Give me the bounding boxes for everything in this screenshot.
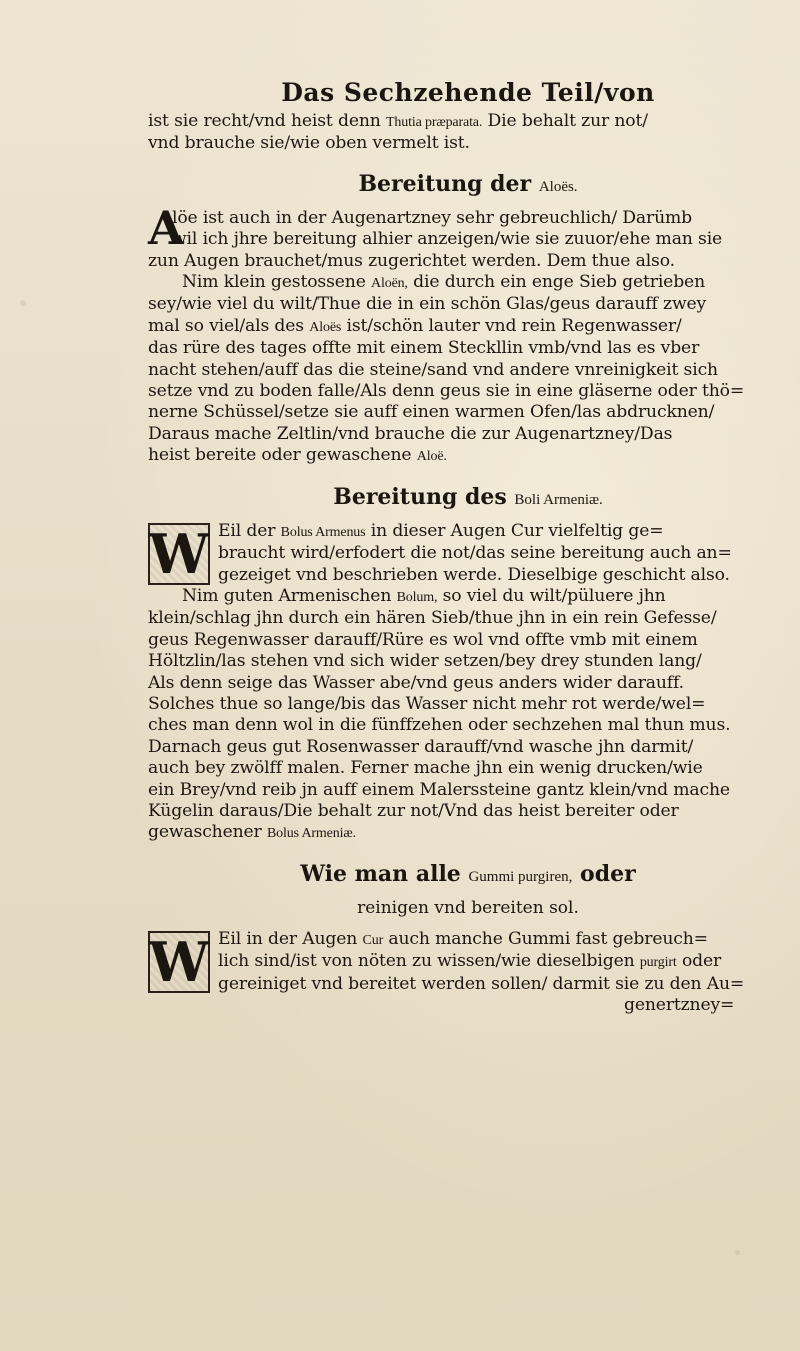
line-text: wil ich jhre bereitung alhier anzeigen/wie sie zuuor/ehe man sie (172, 229, 723, 250)
running-head: Das Sechzehende Teil/von (281, 78, 655, 107)
line-text: heist bereite oder gewaschene (148, 445, 417, 466)
text-line (148, 381, 788, 402)
latin-term: Aloë. (416, 449, 447, 465)
text-line (148, 565, 788, 586)
text-line (148, 294, 788, 315)
line-text: Kügelin daraus/Die behalt zur not/Vnd das heist bereiter oder (148, 800, 679, 821)
line-text: die durch ein enge Sieb getrieben (407, 272, 706, 293)
text-line (148, 251, 788, 272)
catchword: genertzney= (624, 995, 735, 1015)
text-line (148, 424, 788, 445)
text-line (148, 651, 788, 672)
line-text: Nim guten Armenischen (182, 585, 397, 606)
line-text: ist sie recht/vnd heist denn (148, 111, 387, 131)
line-text: gezeiget vnd beschrieben werde. Dieselbige geschicht also. (218, 564, 730, 585)
line-text: Eil der (218, 520, 281, 541)
text-line (148, 445, 788, 467)
latin-term: Thutia præparata. (386, 115, 483, 130)
latin-term: Bolus Armeniæ. (266, 826, 356, 842)
line-text: Daraus mache Zeltlin/vnd brauche die zur Augenartzney/Das (148, 423, 673, 444)
text-line (148, 974, 788, 995)
line-text: braucht wird/erfodert die not/das seine bereitung auch an= (218, 543, 732, 564)
line-text: sey/wie viel du wilt/Thue die in ein schön Glas/geus darauff zwey (148, 294, 707, 315)
paragraph (148, 521, 788, 845)
latin-term: Bolum, (396, 589, 438, 605)
line-text: auch manche Gummi fast gebreuch= (383, 928, 708, 949)
paragraph (148, 929, 788, 1017)
latin-term: purgirt (639, 955, 677, 971)
line-text: das rüre des tages offte mit einem Steckllin vmb/vnd las es vber (148, 338, 700, 359)
text-line (148, 801, 788, 822)
text-line (148, 521, 788, 543)
line-text: gereiniget vnd bereitet werden sollen/ darmit sie zu den Au= (218, 973, 745, 994)
latin-term: Cur (362, 932, 384, 948)
section-subheading: reinigen vnd bereiten sol. (357, 897, 579, 918)
text-line (148, 780, 788, 801)
line-text: Darnach geus gut Rosenwasser darauff/vnd wasche jhn darmit/ (148, 736, 694, 757)
line-text: Höltzlin/las stehen vnd sich wider setzen/bey drey stunden lang/ (148, 651, 702, 672)
line-text: nacht stehen/auff das die steine/sand vnd andere vnreinigkeit sich (148, 359, 718, 380)
latin-term: Bolus Armenus (280, 524, 366, 540)
section-aloes (148, 169, 788, 468)
text-line (148, 715, 788, 736)
text-line (148, 272, 788, 294)
line-text: zun Augen brauchet/mus zugerichtet werden. Dem thue also. (148, 250, 675, 271)
section-heading (148, 859, 788, 892)
text-line (148, 133, 788, 154)
line-text: Die behalt zur not/ (482, 111, 648, 131)
section-gummi (148, 859, 788, 1017)
text-line (148, 316, 788, 338)
text-line (148, 694, 788, 715)
heading-text: Bereitung der (358, 170, 539, 197)
heading-latin: Boli Armeniæ. (514, 491, 603, 508)
text-line (148, 630, 788, 651)
line-text: Solches thue so lange/bis das Wasser nicht mehr rot werde/wel= (148, 693, 706, 714)
text-block (148, 78, 788, 1016)
latin-term: Aloën, (371, 276, 408, 292)
line-text: setze vnd zu boden falle/Als denn geus sie in eine gläserne oder thö= (148, 381, 745, 402)
line-text: ein Brey/vnd reib jn auff einem Malerssteine gantz klein/vnd mache (148, 779, 730, 800)
text-line (148, 360, 788, 381)
line-text: ches man denn wol in die fünffzehen oder sechzehen mal thun mus. (148, 715, 731, 736)
latin-term: Aloës (309, 319, 342, 335)
heading-text: Bereitung des (333, 483, 515, 510)
line-text: Als denn seige das Wasser abe/vnd geus anders wider darauff. (148, 672, 684, 693)
text-line (148, 929, 788, 951)
text-line (148, 229, 788, 250)
line-text: so viel du wilt/püluere jhn (437, 585, 666, 606)
text-line (148, 758, 788, 779)
text-line (148, 338, 788, 359)
decorated-initial: W (148, 929, 210, 994)
paragraph (148, 200, 788, 468)
text-line (148, 608, 788, 629)
text-line (148, 402, 788, 423)
initial-letter: A (148, 200, 184, 255)
heading-latin: Aloës. (538, 178, 578, 195)
intro-text (148, 111, 788, 155)
line-text: vnd brauche sie/wie oben vermelt ist. (148, 133, 470, 154)
line-text: oder (676, 951, 722, 972)
line-text: Nim klein gestossene (182, 272, 372, 293)
paper-stain (735, 1250, 740, 1255)
line-text: klein/schlag jhn durch ein hären Sieb/thue jhn in ein rein Gefesse/ (148, 608, 717, 629)
text-line (148, 543, 788, 564)
heading-text: oder (572, 860, 636, 887)
line-text: ist/schön lauter vnd rein Regenwasser/ (341, 315, 682, 336)
text-line (148, 111, 788, 133)
paper-stain (20, 300, 26, 306)
decorated-initial: W (148, 521, 210, 586)
line-text: geus Regenwasser darauff/Rüre es wol vnd offte vmb mit einem (148, 629, 698, 650)
line-text: löe ist auch in der Augenartzney sehr gebreuchlich/ Darümb (172, 207, 693, 228)
line-text: mal so viel/als des (148, 315, 310, 336)
section-heading (148, 169, 788, 202)
text-line (148, 586, 788, 608)
heading-text: Wie man alle (300, 860, 469, 887)
text-line (148, 208, 788, 229)
line-text: gewaschener (148, 822, 267, 843)
line-text: in dieser Augen Cur vielfeltig ge= (365, 520, 664, 541)
text-line (148, 673, 788, 694)
line-text: nerne Schüssel/setze sie auff einen warmen Ofen/las abdrucknen/ (148, 402, 715, 423)
text-line (148, 737, 788, 758)
line-text: auch bey zwölff malen. Ferner mache jhn ein wenig drucken/wie (148, 758, 703, 779)
heading-latin: Gummi purgiren, (468, 868, 573, 885)
text-line (148, 951, 788, 973)
section-heading (148, 482, 788, 515)
line-text: lich sind/ist von nöten zu wissen/wie dieselbigen (218, 951, 640, 972)
text-line (148, 822, 788, 844)
line-text: Eil in der Augen (218, 928, 363, 949)
section-boli-armeniae (148, 482, 788, 845)
